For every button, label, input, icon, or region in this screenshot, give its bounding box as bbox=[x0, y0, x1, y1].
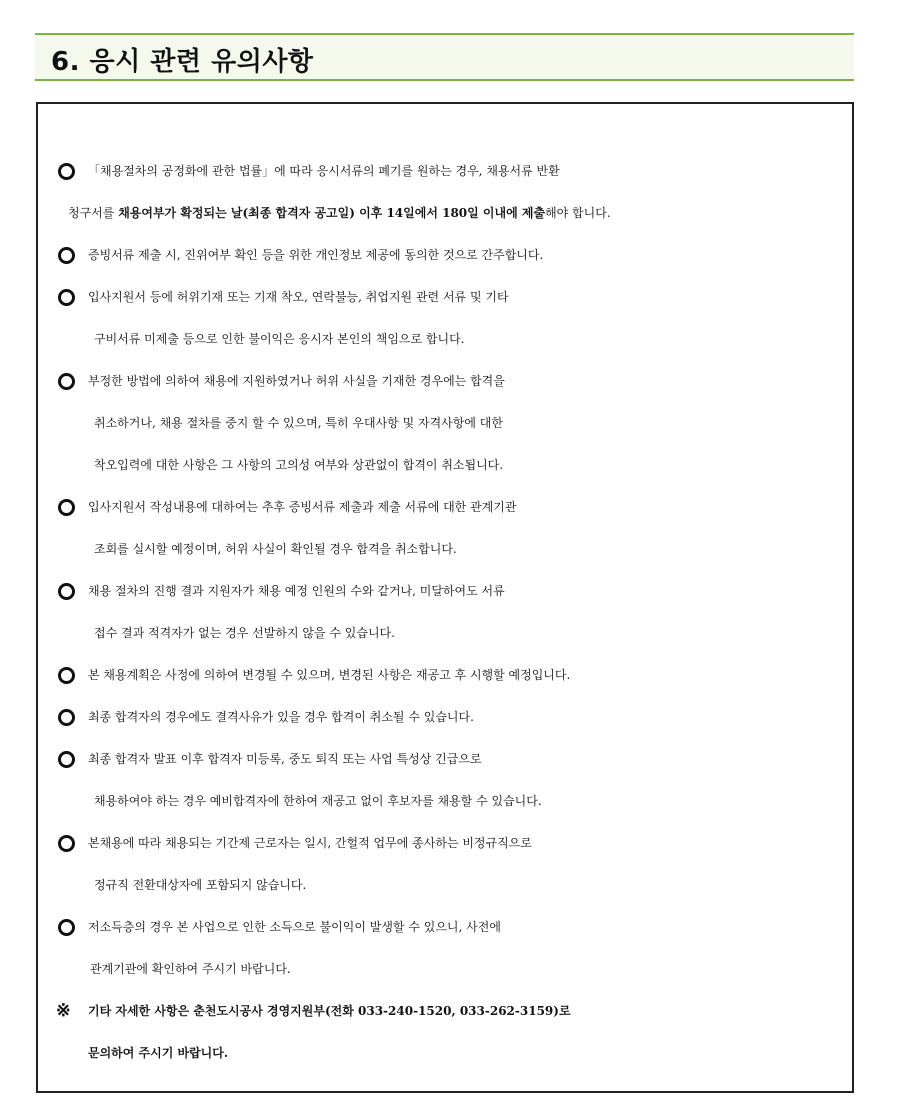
notice-emphasis: 채용여부가 확정되는 날(최종 합격자 공고일) 이후 14일에서 180일 이내에 제출 bbox=[118, 206, 546, 220]
notice-item-reserve-candidates bbox=[56, 738, 846, 822]
circle-bullet-icon bbox=[58, 499, 75, 516]
notice-item-fraud-cancellation bbox=[56, 360, 846, 486]
notice-line: 구비서류 미제출 등으로 인한 불이익은 응시자 본인의 책임으로 합니다. bbox=[94, 332, 465, 346]
circle-bullet-icon bbox=[58, 835, 75, 852]
section-heading-title: 6. 응시 관련 유의사항 bbox=[51, 47, 314, 77]
notice-item-false-entry bbox=[56, 276, 846, 360]
notice-line: 정규직 전환대상자에 포함되지 않습니다. bbox=[94, 878, 307, 892]
notice-line: 취소하거나, 채용 절차를 중지 할 수 있으며, 특히 우대사항 및 자격사항에 대한 bbox=[94, 416, 503, 430]
reference-mark-icon: ※ bbox=[56, 1001, 71, 1021]
circle-bullet-icon bbox=[58, 709, 75, 726]
notice-line bbox=[62, 192, 846, 234]
notice-line: 조회를 실시할 예정이며, 허위 사실이 확인될 경우 합격을 취소합니다. bbox=[94, 542, 457, 556]
notice-item-document-return bbox=[56, 150, 846, 234]
notice-line: 최종 합격자 발표 이후 합격자 미등록, 중도 퇴직 또는 사업 특성상 긴급으로 bbox=[88, 752, 482, 766]
notice-line: 저소득층의 경우 본 사업으로 인한 소득으로 불이익이 발생할 수 있으니, 사전에 bbox=[88, 920, 501, 934]
circle-bullet-icon bbox=[58, 163, 75, 180]
notice-line: 채용 절차의 진행 결과 지원자가 채용 예정 인원의 수와 같거나, 미달하여도 서류 bbox=[88, 584, 505, 598]
section-heading-bar bbox=[35, 33, 854, 81]
notice-item-verification bbox=[56, 486, 846, 570]
notice-line: 접수 결과 적격자가 없는 경우 선발하지 않을 수 있습니다. bbox=[94, 626, 395, 640]
circle-bullet-icon bbox=[58, 667, 75, 684]
contact-note-line: 문의하여 주시기 바랍니다. bbox=[88, 1046, 229, 1060]
notice-box bbox=[36, 102, 854, 1093]
notice-line: 입사지원서 등에 허위기재 또는 기재 착오, 연락불능, 취업지원 관련 서류 및 기타 bbox=[88, 290, 509, 304]
notice-item-no-selection bbox=[56, 570, 846, 654]
notice-line: 관계기관에 확인하여 주시기 바랍니다. bbox=[90, 962, 291, 976]
circle-bullet-icon bbox=[58, 247, 75, 264]
notice-line: 최종 합격자의 경우에도 결격사유가 있을 경우 합격이 취소될 수 있습니다. bbox=[88, 710, 474, 724]
notice-item-disqualification bbox=[56, 696, 846, 738]
notice-line: 입사지원서 작성내용에 대하여는 추후 증빙서류 제출과 제출 서류에 대한 관계기관 bbox=[88, 500, 517, 514]
contact-note bbox=[56, 990, 846, 1074]
notice-line: 착오입력에 대한 사항은 그 사항의 고의성 여부와 상관없이 합격이 취소됩니다. bbox=[94, 458, 504, 472]
notice-line: 부정한 방법에 의하여 채용에 지원하였거나 허위 사실을 기재한 경우에는 합격을 bbox=[88, 374, 505, 388]
circle-bullet-icon bbox=[58, 751, 75, 768]
notice-text: 청구서를 bbox=[68, 206, 119, 220]
notice-line: 본 채용계획은 사정에 의하여 변경될 수 있으며, 변경된 사항은 재공고 후 시행할 예정입니다. bbox=[88, 668, 571, 682]
circle-bullet-icon bbox=[58, 583, 75, 600]
notice-text: 해야 합니다. bbox=[545, 206, 611, 220]
circle-bullet-icon bbox=[58, 373, 75, 390]
notice-item-low-income bbox=[56, 906, 846, 990]
notice-line: 채용하여야 하는 경우 예비합격자에 한하여 재공고 없이 후보자를 채용할 수 있습니다. bbox=[94, 794, 542, 808]
circle-bullet-icon bbox=[58, 289, 75, 306]
contact-note-line: 기타 자세한 사항은 춘천도시공사 경영지원부(전화 033-240-1520, 033-262-3159)로 bbox=[88, 1004, 571, 1018]
notice-item-privacy-consent bbox=[56, 234, 846, 276]
notice-item-plan-change bbox=[56, 654, 846, 696]
notice-line: 본채용에 따라 채용되는 기간제 근로자는 일시, 간헐적 업무에 종사하는 비정규직으로 bbox=[88, 836, 532, 850]
notice-list bbox=[56, 150, 846, 1074]
notice-line: 「채용절차의 공정화에 관한 법률」에 따라 응시서류의 폐기를 원하는 경우, 채용서류 반환 bbox=[88, 164, 560, 178]
notice-line: 증빙서류 제출 시, 진위여부 확인 등을 위한 개인정보 제공에 동의한 것으로 간주합니다. bbox=[88, 248, 544, 262]
circle-bullet-icon bbox=[58, 919, 75, 936]
notice-item-fixed-term bbox=[56, 822, 846, 906]
